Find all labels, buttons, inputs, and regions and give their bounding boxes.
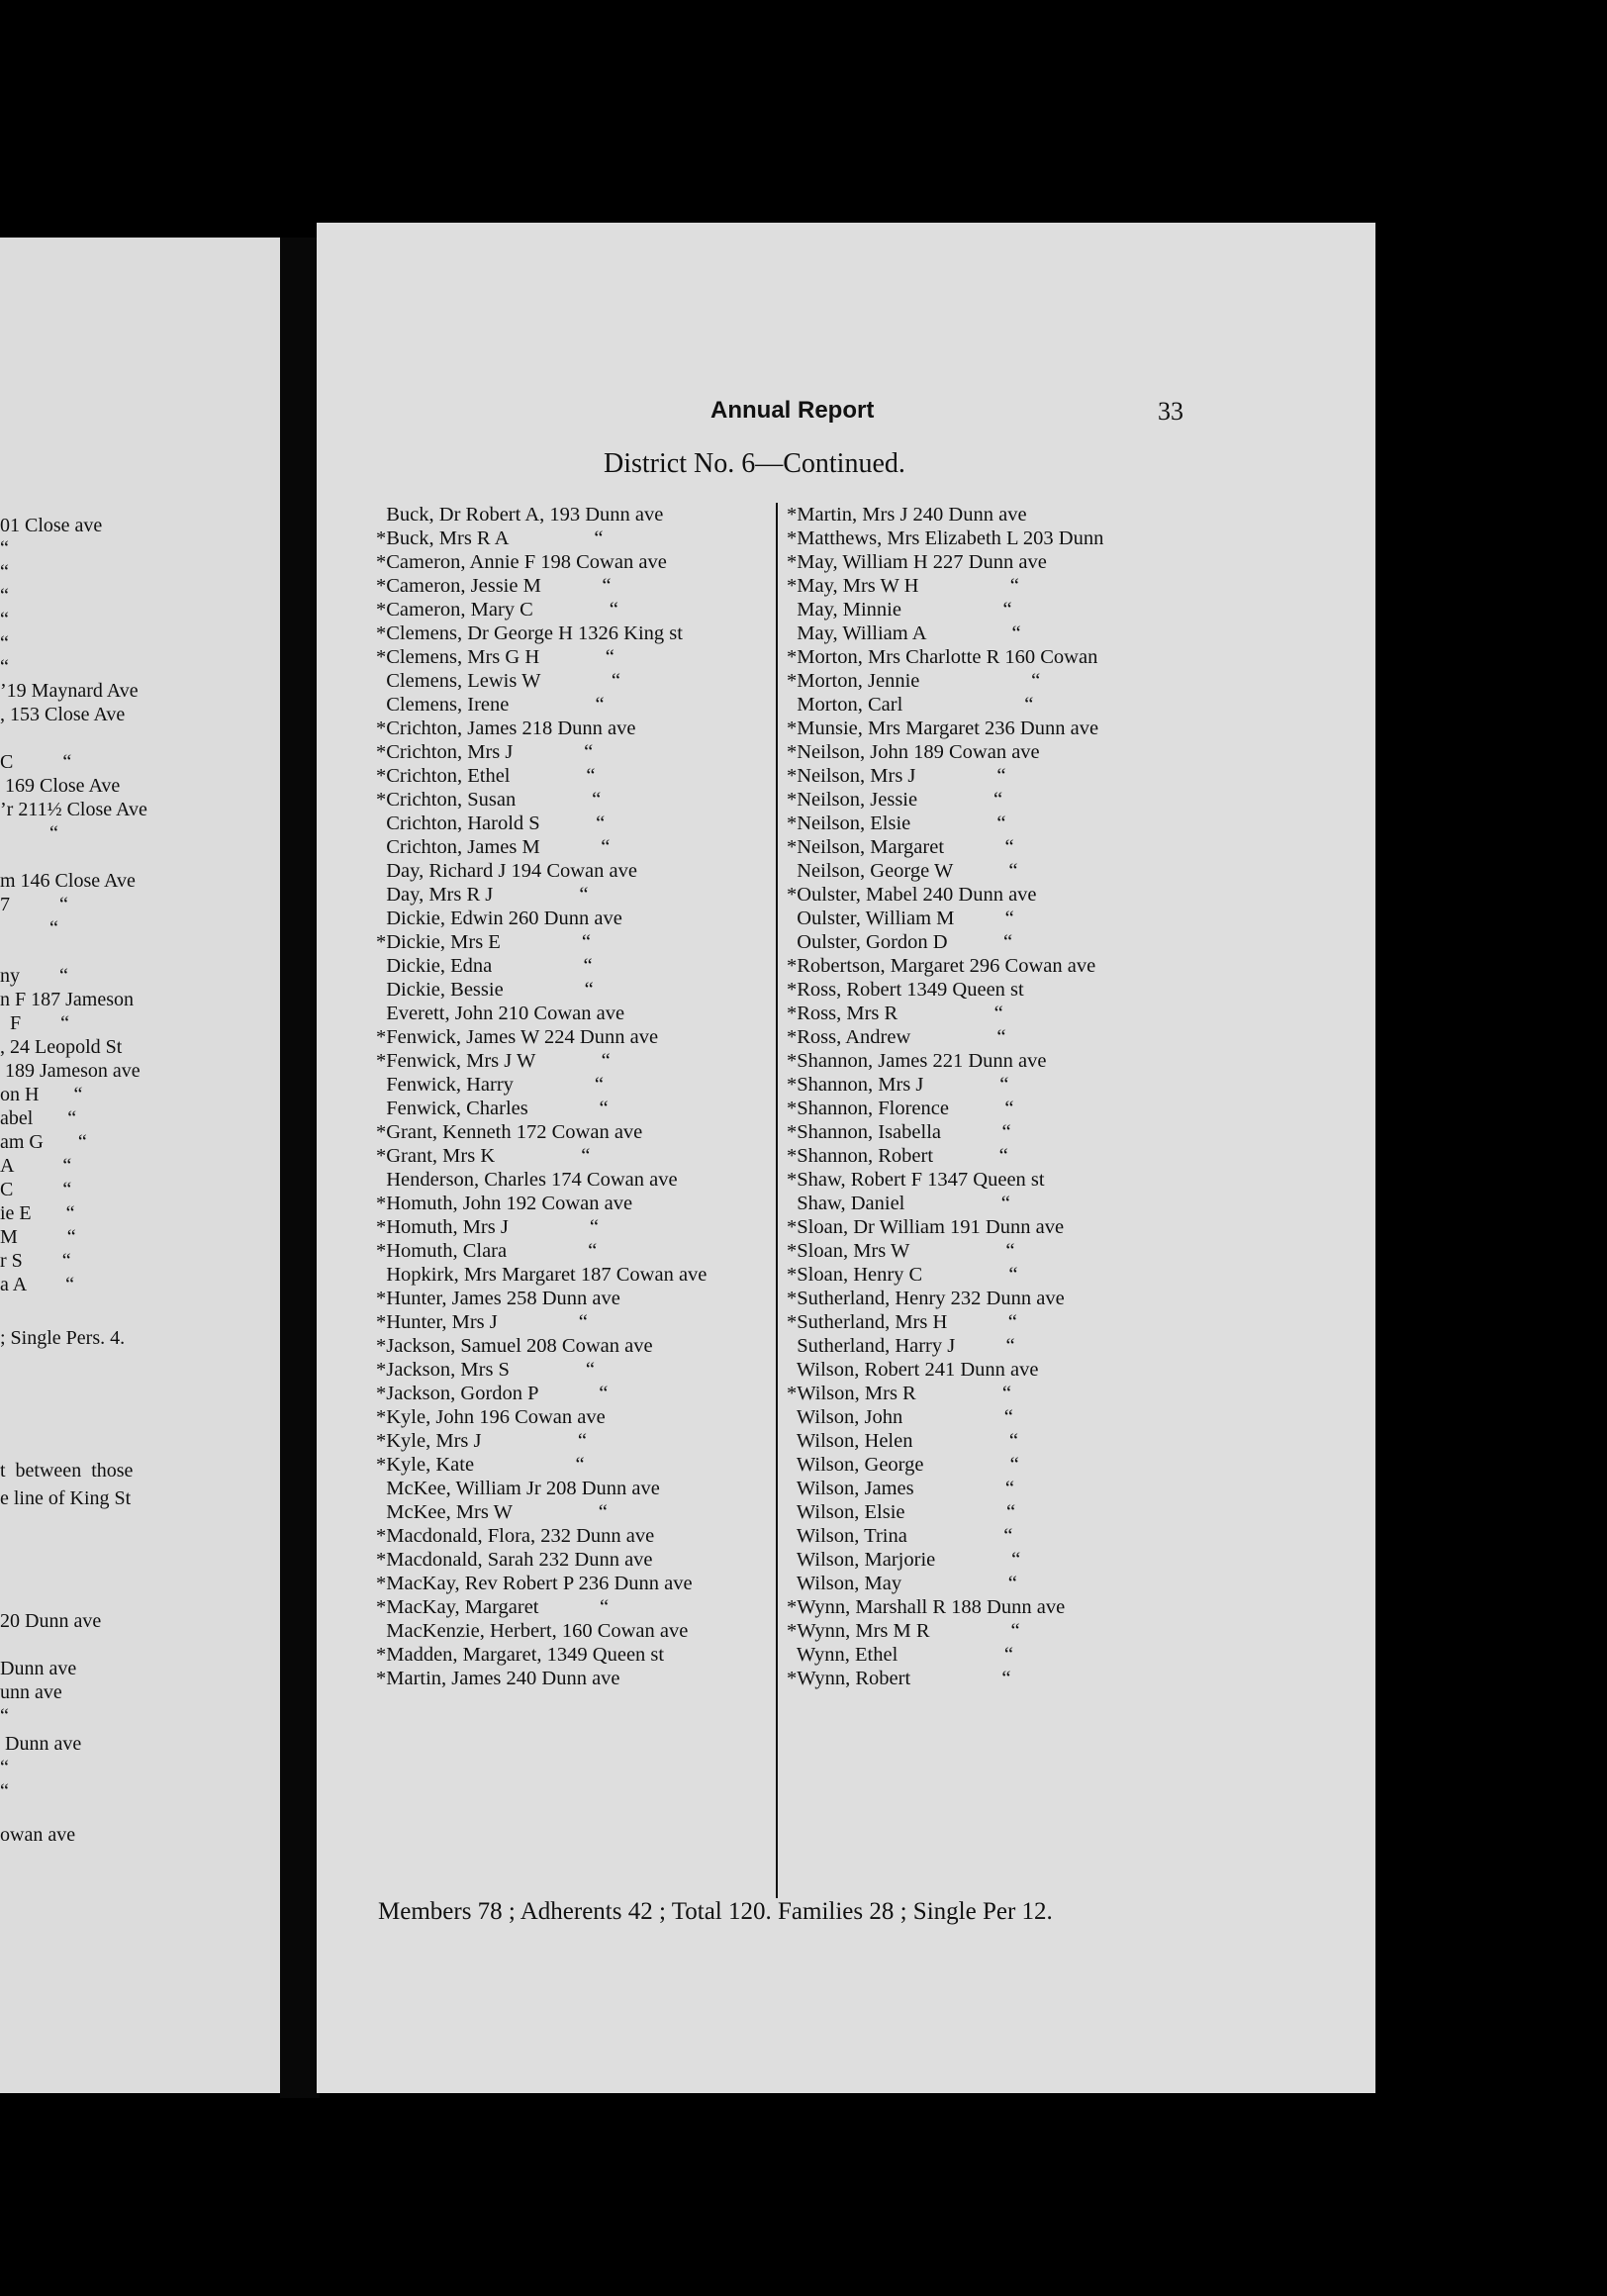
left-page-fragment: “: [0, 1757, 9, 1778]
directory-entry: Wilson, Marjorie “: [787, 1549, 1021, 1571]
directory-entry: *Morton, Mrs Charlotte R 160 Cowan: [787, 646, 1098, 668]
left-page-fragment: “: [0, 917, 58, 939]
directory-entry: May, William A “: [787, 622, 1021, 644]
directory-entry: *Ross, Mrs R “: [787, 1003, 1003, 1024]
directory-entry: *Sutherland, Mrs H “: [787, 1311, 1017, 1333]
left-page-fragment: , 153 Close Ave: [0, 704, 126, 725]
directory-entry: *Grant, Kenneth 172 Cowan ave: [376, 1121, 643, 1143]
directory-entry: Fenwick, Charles “: [376, 1098, 609, 1119]
left-page-fragment: am G “: [0, 1131, 87, 1153]
directory-entry: *Ross, Andrew “: [787, 1026, 1006, 1048]
directory-entry: *Jackson, Mrs S “: [376, 1359, 595, 1381]
left-page-fragment: r S “: [0, 1250, 71, 1272]
directory-entry: Buck, Dr Robert A, 193 Dunn ave: [376, 504, 664, 526]
directory-entry: Wilson, John “: [787, 1406, 1013, 1428]
directory-entry: McKee, William Jr 208 Dunn ave: [376, 1478, 660, 1499]
left-page-fragment: 20 Dunn ave: [0, 1610, 102, 1632]
left-page-fragment: “: [0, 1780, 9, 1802]
running-head: Annual Report: [710, 397, 875, 424]
directory-entry: *Cameron, Jessie M “: [376, 575, 612, 597]
directory-entry: Neilson, George W “: [787, 860, 1018, 882]
directory-entry: Oulster, Gordon D “: [787, 931, 1013, 953]
directory-entry: *Madden, Margaret, 1349 Queen st: [376, 1644, 665, 1666]
left-page-fragment: on H “: [0, 1084, 83, 1105]
left-page-fragment: “: [0, 656, 9, 678]
directory-entry: *Fenwick, Mrs J W “: [376, 1050, 611, 1072]
directory-entry: Fenwick, Harry “: [376, 1074, 605, 1096]
directory-entry: Wilson, Helen “: [787, 1430, 1018, 1452]
right-page: [317, 223, 1375, 2093]
directory-entry: *Sloan, Henry C “: [787, 1264, 1018, 1286]
left-page-fragment: owan ave: [0, 1824, 76, 1846]
directory-entry: Clemens, Irene “: [376, 694, 605, 716]
left-page-fragment: A “: [0, 1155, 72, 1177]
directory-entry: Day, Mrs R J “: [376, 884, 589, 906]
directory-entry: *MacKay, Rev Robert P 236 Dunn ave: [376, 1573, 693, 1594]
left-page-fragment: ’r 211½ Close Ave: [0, 799, 147, 820]
left-page-fragment: “: [0, 822, 58, 844]
left-page-fragment: M “: [0, 1226, 76, 1248]
directory-entry: Morton, Carl “: [787, 694, 1034, 716]
left-page-fragment: “: [0, 632, 9, 654]
directory-entry: *Shaw, Robert F 1347 Queen st: [787, 1169, 1045, 1191]
page-number: 33: [1158, 397, 1183, 426]
left-page-fragment: “: [0, 585, 9, 607]
left-page-fragment: n F 187 Jameson: [0, 989, 134, 1010]
left-page-fragment: C “: [0, 751, 72, 773]
directory-entry: *Jackson, Gordon P “: [376, 1383, 609, 1404]
directory-entry: Crichton, James M “: [376, 836, 611, 858]
left-page-fragment: 189 Jameson ave: [0, 1060, 141, 1082]
book-spine: [280, 238, 320, 2098]
directory-entry: *Dickie, Mrs E “: [376, 931, 591, 953]
directory-entry: *Oulster, Mabel 240 Dunn ave: [787, 884, 1037, 906]
directory-entry: *Morton, Jennie “: [787, 670, 1041, 692]
directory-entry: *Shannon, James 221 Dunn ave: [787, 1050, 1047, 1072]
left-page-fragment: F “: [0, 1012, 69, 1034]
directory-entry: *Wilson, Mrs R “: [787, 1383, 1011, 1404]
directory-entry: *Neilson, Jessie “: [787, 789, 1003, 811]
directory-entry: Dickie, Bessie “: [376, 979, 594, 1001]
entries-column-right: [787, 503, 1103, 1690]
left-page-fragment: “: [0, 537, 9, 559]
directory-entry: *Cameron, Annie F 198 Cowan ave: [376, 551, 667, 573]
left-page-fragment: “: [0, 1705, 9, 1727]
directory-entry: Hopkirk, Mrs Margaret 187 Cowan ave: [376, 1264, 708, 1286]
left-page-fragment: 01 Close ave: [0, 515, 103, 536]
directory-entry: *Neilson, Margaret “: [787, 836, 1014, 858]
left-page-fragment: “: [0, 561, 9, 583]
directory-entry: *Robertson, Margaret 296 Cowan ave: [787, 955, 1096, 977]
directory-entry: *Wynn, Mrs M R “: [787, 1620, 1020, 1642]
directory-entry: *Homuth, John 192 Cowan ave: [376, 1193, 633, 1214]
column-divider: [776, 503, 778, 1898]
directory-entry: Oulster, William M “: [787, 908, 1014, 929]
directory-entry: *Kyle, Kate “: [376, 1454, 585, 1476]
directory-entry: *Martin, Mrs J 240 Dunn ave: [787, 504, 1027, 526]
directory-entry: *Matthews, Mrs Elizabeth L 203 Dunn: [787, 527, 1104, 549]
directory-entry: Wilson, George “: [787, 1454, 1019, 1476]
directory-entry: *Sutherland, Henry 232 Dunn ave: [787, 1288, 1065, 1309]
directory-entry: Sutherland, Harry J “: [787, 1335, 1015, 1357]
directory-entry: Henderson, Charles 174 Cowan ave: [376, 1169, 678, 1191]
directory-entry: *Neilson, Elsie “: [787, 813, 1006, 834]
directory-entry: Day, Richard J 194 Cowan ave: [376, 860, 637, 882]
directory-entry: *Shannon, Florence “: [787, 1098, 1014, 1119]
left-page-fragment: m 146 Close Ave: [0, 870, 136, 892]
entries-column-left: [376, 503, 707, 1690]
directory-entry: *May, William H 227 Dunn ave: [787, 551, 1047, 573]
directory-entry: *Kyle, John 196 Cowan ave: [376, 1406, 606, 1428]
directory-entry: May, Minnie “: [787, 599, 1012, 621]
district-totals: Members 78 ; Adherents 42 ; Total 120. Families 28 ; Single Per 12.: [378, 1898, 1053, 1925]
directory-entry: *MacKay, Margaret “: [376, 1596, 610, 1618]
directory-entry: *Ross, Robert 1349 Queen st: [787, 979, 1024, 1001]
directory-entry: Clemens, Lewis W “: [376, 670, 620, 692]
directory-entry: Wynn, Ethel “: [787, 1644, 1013, 1666]
directory-entry: *Grant, Mrs K “: [376, 1145, 591, 1167]
directory-entry: *Cameron, Mary C “: [376, 599, 618, 621]
left-page-fragment: a A “: [0, 1274, 74, 1295]
directory-entry: *May, Mrs W H “: [787, 575, 1019, 597]
directory-entry: *Crichton, Mrs J “: [376, 741, 594, 763]
directory-entry: *Fenwick, James W 224 Dunn ave: [376, 1026, 659, 1048]
directory-entry: *Clemens, Dr George H 1326 King st: [376, 622, 683, 644]
left-page-fragment: ; Single Pers. 4.: [0, 1327, 126, 1349]
left-page-fragment: abel “: [0, 1107, 77, 1129]
left-page-fragment: , 24 Leopold St: [0, 1036, 123, 1058]
directory-entry: *Wynn, Marshall R 188 Dunn ave: [787, 1596, 1066, 1618]
directory-entry: *Clemens, Mrs G H “: [376, 646, 614, 668]
directory-entry: *Hunter, James 258 Dunn ave: [376, 1288, 620, 1309]
directory-entry: *Crichton, James 218 Dunn ave: [376, 718, 636, 739]
left-page-fragment: ie E “: [0, 1202, 75, 1224]
directory-entry: *Kyle, Mrs J “: [376, 1430, 587, 1452]
directory-entry: Everett, John 210 Cowan ave: [376, 1003, 625, 1024]
left-page-fragment: C “: [0, 1179, 72, 1200]
left-page-fragment: ny “: [0, 965, 68, 987]
directory-entry: Wilson, James “: [787, 1478, 1014, 1499]
directory-entry: Dickie, Edna “: [376, 955, 593, 977]
directory-entry: Wilson, Elsie “: [787, 1501, 1016, 1523]
directory-entry: *Sloan, Mrs W “: [787, 1240, 1015, 1262]
directory-entry: *Macdonald, Sarah 232 Dunn ave: [376, 1549, 653, 1571]
left-page-fragment: t between those: [0, 1460, 134, 1482]
left-page-fragment: 169 Close Ave: [0, 775, 121, 797]
directory-entry: Shaw, Daniel “: [787, 1193, 1010, 1214]
left-page-fragment: Dunn ave: [0, 1658, 77, 1679]
directory-entry: McKee, Mrs W “: [376, 1501, 608, 1523]
directory-entry: *Crichton, Ethel “: [376, 765, 596, 787]
directory-entry: Crichton, Harold S “: [376, 813, 606, 834]
directory-entry: *Jackson, Samuel 208 Cowan ave: [376, 1335, 653, 1357]
directory-entry: *Crichton, Susan “: [376, 789, 602, 811]
directory-entry: Dickie, Edwin 260 Dunn ave: [376, 908, 622, 929]
left-page: [0, 238, 280, 2093]
directory-entry: MacKenzie, Herbert, 160 Cowan ave: [376, 1620, 689, 1642]
directory-entry: Wilson, May “: [787, 1573, 1017, 1594]
directory-entry: *Shannon, Mrs J “: [787, 1074, 1009, 1096]
left-page-fragment: “: [0, 609, 9, 630]
directory-entry: *Homuth, Mrs J “: [376, 1216, 599, 1238]
left-page-fragment: unn ave: [0, 1681, 62, 1703]
directory-entry: *Homuth, Clara “: [376, 1240, 598, 1262]
directory-entry: *Buck, Mrs R A “: [376, 527, 604, 549]
directory-entry: *Hunter, Mrs J “: [376, 1311, 588, 1333]
directory-entry: Wilson, Trina “: [787, 1525, 1013, 1547]
left-page-fragment: e line of King St: [0, 1487, 132, 1509]
directory-entry: *Macdonald, Flora, 232 Dunn ave: [376, 1525, 655, 1547]
directory-entry: *Martin, James 240 Dunn ave: [376, 1668, 620, 1689]
directory-entry: *Shannon, Robert “: [787, 1145, 1008, 1167]
left-page-fragment: 7 “: [0, 894, 68, 915]
directory-entry: *Sloan, Dr William 191 Dunn ave: [787, 1216, 1065, 1238]
directory-entry: *Wynn, Robert “: [787, 1668, 1011, 1689]
directory-entry: *Munsie, Mrs Margaret 236 Dunn ave: [787, 718, 1099, 739]
left-page-fragment: ’19 Maynard Ave: [0, 680, 139, 702]
directory-entry: *Shannon, Isabella “: [787, 1121, 1011, 1143]
directory-entry: *Neilson, Mrs J “: [787, 765, 1006, 787]
directory-entry: Wilson, Robert 241 Dunn ave: [787, 1359, 1039, 1381]
district-title: District No. 6—Continued.: [604, 448, 905, 479]
directory-entry: *Neilson, John 189 Cowan ave: [787, 741, 1040, 763]
left-page-fragment: Dunn ave: [0, 1733, 82, 1755]
